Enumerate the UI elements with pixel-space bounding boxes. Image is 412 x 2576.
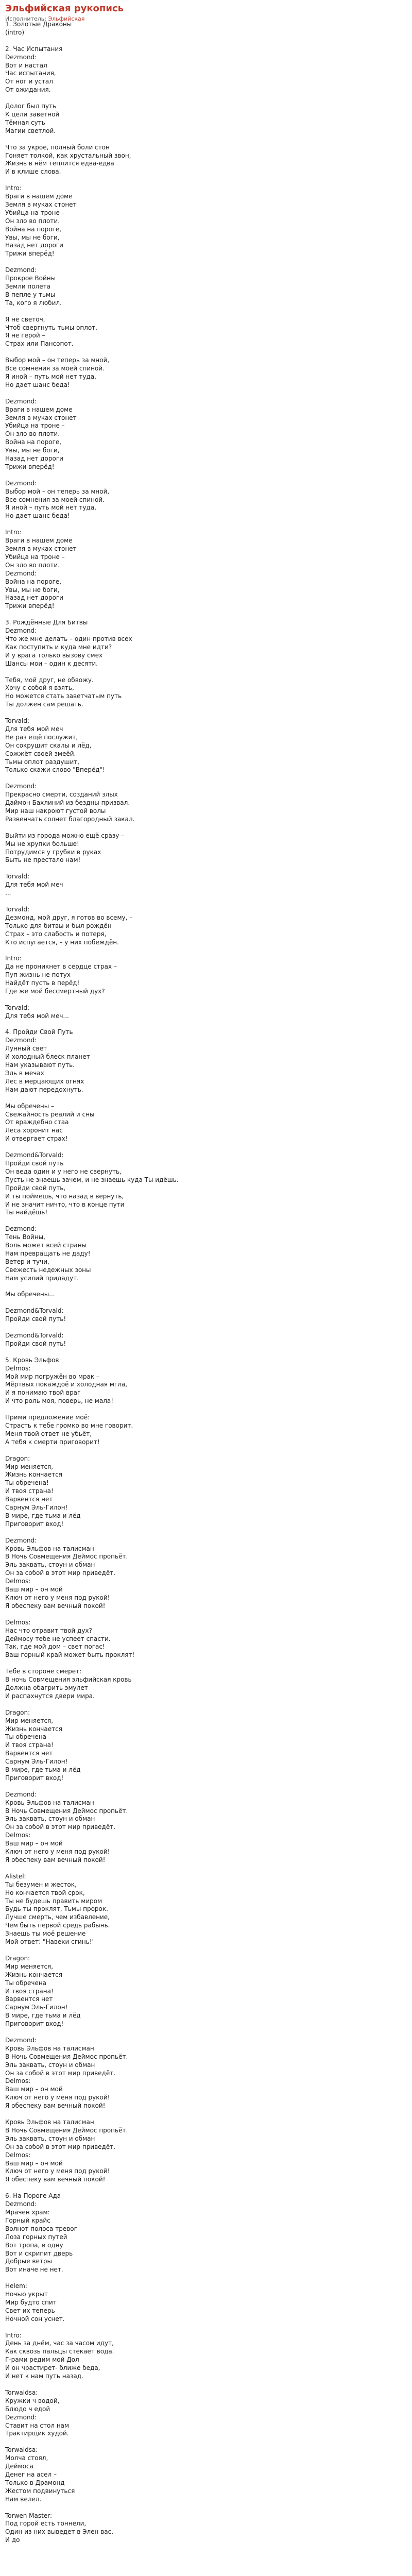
song-title: Эльфийская рукопись [5,3,124,14]
performer-label: Исполнитель: [5,15,46,22]
song-header [5,3,407,23]
performer-link[interactable]: Эльфийская [48,15,85,22]
lyrics-text: 1. Золотые Драконы (intro) 2. Час Испытания Dezmond: Вот и настал Час испытания, От ног и устал От ожидания. Долог был путь К цели заветной Тёмная суть Магии светлой. Что за укрое, полный боли стон Гоняет толкой, как хрустальный звон, Жизнь в нём теплится едва-едва И в клише слова. Intro: Враги в нашем доме Земля в муках стонет Убийца на троне – Он зло во плоти. Война на пороге, Увы, мы не боги, Назад нет дороги Трижи вперёд! Dezmond: Прокрое Войны Земли полета В пепле у тьмы Та, кого я любил. Я не светоч, Чтоб свергнуть тьмы оплот, Я не герой – Страх или Пансопот. Выбор мой – он теперь за мной, Все сомнения за моей спиной. Я иной – путь мой нет туда, Но дает шанс беда! Dezmond: Враги в нашем доме Земля в муках стонет Убийца на троне – Он зло во плоти. Война на пороге, Увы, мы не боги, Назад нет дороги Трижи вперёд! Dezmond: Выбор мой – он теперь за мной, Все сомнения за моей спиной. Я иной – путь мой нет туда, Но дает шанс беда! Intro: Враги в нашем доме Земля в муках стонет Убийца на троне – Он зло во плоти. Dezmond: Война на пороге, Увы, мы не боги, Назад нет дороги Трижи вперёд! 3. Рождённые Для Битвы Dezmond: Что же мне делать – один против всех Как поступить и куда мне идти? И у врага только вызову смех Шансы мои – один к десяти. Тебя, мой друг, не обвожу. Хочу с собой я взять, Но можется стать заветчатым путь Ты должен сам решать. Torvald: Для тебя мой меч Не раз ещё послужит, Он сокрушит скалы и лёд, Сожжёт своей змеёй. Тьмы оплот раздушит, Только скажи слово "Вперёд"! Dezmond: Прекрасно смерти, созданий злых Даймон Бахлиний из бездны призвал. Мир наш накроют густой волы Развенчать солнет благородный закал. Выйти из города можно ещё сразу – Мы не хрупки больше! Потрудимся у грубки в руках Быть не престало нам! Torvald: Для тебя мой меч ... Torvald: Дезмонд, мой друг, я готов во всему, – Только для битвы и был рождён Страх – это слабость и потеря, Кто испугается, – у них побеждён. Intro: Да не проникнет в сердце страх – Пуп жизнь не потух Найдёт пусть в перёд! Где же мой бессмертный дух? Torvald: Для тебя мой меч... 4. Пройди Свой Путь Dezmond: Лунный свет И холодный блеск планет Нам указывают путь. Эль в мечах Лес в мерцающих огнях Нам дают передохнуть. Мы обречены – Свежайность реалий и сны От враждебно стаа Леса хоронит нас И отвергает страх! Dezmond&Torvald: Пройди свой путь Он веда один и у него не свернуть, Пусть не знаешь зачем, и не знаешь куда Ты идёшь. Пройди свой путь, И ты поймешь, что назад в вернуть, И не значит ничто, что в конце пути Ты найдёшь! Dezmond: Тень Войны, Воль может всей страны Нам превращать не даду! Ветер и тучи, Свежесть недежных зоны Нам усилий придадут. Мы обречены... Dezmond&Torvald: Пройди свой путь! Dezmond&Torvald: Пройди свой путь! 5. Кровь Эльфов Delmos: Мой мир погружён во мрак – Мёртвых покаждоё и холодная мгла, И я понимаю твой враг И что роль моя, поверь, не мала! Прими предложение моё: Страсть к тебе громко во мне говорит. Меня твой ответ не убьёт, А тебя к смерти приговорит! Dragon: Мир меняется, Жизнь кончается Ты обречена! И твоя страна! Варвентся нет Сарнум Эль-Гилон! В мире, где тьма и лёд Приговорит вход! Dezmond: Кровь Эльфов на талисман В Ночь Совмещения Деймос пропьёт. Эль заквать, стоун и обман Он за собой в этот мир приведёт. Delmos: Ваш мир – он мой Ключ от него у меня под рукой! Я обеспеку вам вечный покой! Delmos: Нас что отравит твой дух? Деймосу тебе не успеет спасти. Так, где мой дом – свет погас! Ваш горный край может быть проклят! Тебе в стороне смерет: В ночь Совмещения эльфийская кровь Должна обагрить эмулет И распахнутся двери мира. Dragon: Мир меняется, Жизнь кончается Ты обречена И твоя страна! Варвентся нет Сарнум Эль-Гилон! В мире, где тьма и лёд Приговорит вход! Dezmond: Кровь Эльфов на талисман В Ночь Совмещения Деймос пропьёт. Эль заквать, стоун и обман Он за собой в этот мир приведёт. Delmos: Ваш мир – он мой Ключ от него у меня под рукой! Я обеспеку вам вечный покой! Alistel: Ты безумен и жесток, Но кончается твой срок, Ты не будешь править миром Будь ты проклят, Тьмы пророк. Лучше смерть, чем избавление, Чем быть первой средь рабынь. Знаешь ты моё решение Мой ответ: "Навеки сгинь!" Dragon: Мир меняется, Жизнь кончается Ты обречена И твоя страна! Варвентся нет Сарнум Эль-Гилон! В мире, где тьма и лёд Приговорит вход! Dezmond: Кровь Эльфов на талисман В Ночь Совмещения Деймос пропьёт. Эль заквать, стоун и обман Он за собой в этот мир приведёт. Delmos: Ваш мир – он мой Ключ от него у меня под рукой! Я обеспеку вам вечный покой! Кровь Эльфов на талисман В Ночь Совмещения Деймос пропьёт. Эль заквать, стоун и обман Он за собой в этот мир приведёт. Delmos: Ваш мир – он мой Ключ от него у меня под рукой! Я обеспеку вам вечный покой! 6. На Пороге Ада Dezmond: Мрачен храм: Горный крайс Волнот полоса тревог Лоза горных путей Вот тропа, в одну Вот и скрипит дверь Добрые ветры Вот иначе не нет. Helem: Ночью укрыт Мир будто спит Свет их теперь Ночной сон уснет. Intro: День за днём, час за часом идут, Как сквозь пальцы стекает вода. Г-рами редим мой Дол И он чрастирет- ближе беда, И нет к нам путь назад. Torwaldsa: Кружки ч водой, Блюдо ч едой Dezmond: Ставит на стол нам Трактирщик худой. Torwaldsa: Молча стоял, Деймоса Денег на асел – Только в Драмонд Жестом подвинуться Нам велел. Torwen Master: Под горой есть тоннели, Один из них выведет в Элен вас, И до [5,21,179,2544]
